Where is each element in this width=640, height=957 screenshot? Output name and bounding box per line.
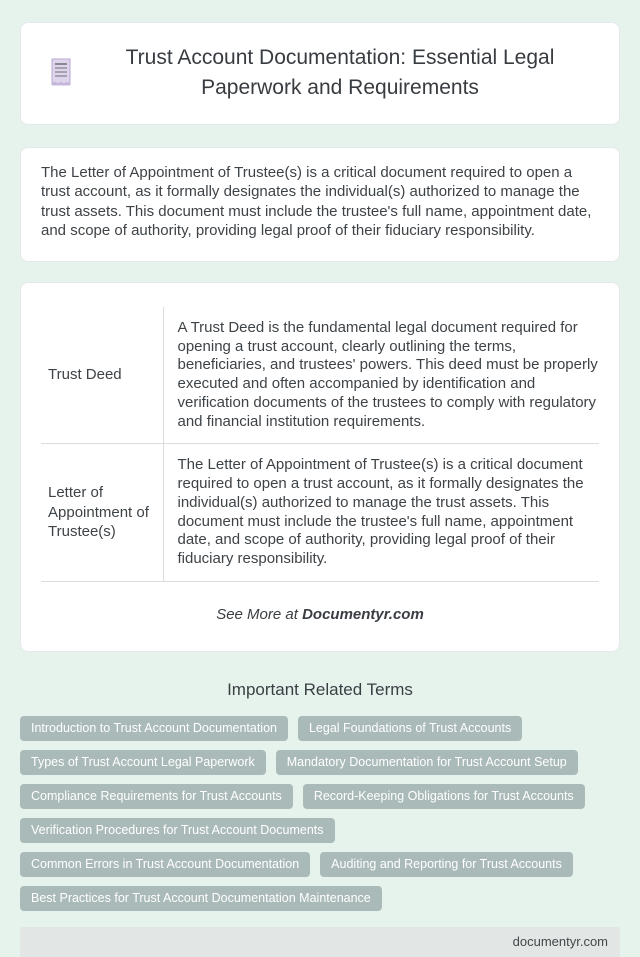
summary-card bbox=[20, 147, 620, 262]
related-term-pill[interactable]: Record-Keeping Obligations for Trust Accounts bbox=[303, 784, 585, 809]
footer-site-link[interactable]: documentyr.com bbox=[512, 934, 608, 950]
related-term-pill[interactable]: Verification Procedures for Trust Account Documents bbox=[20, 818, 335, 843]
term-label: Letter of Appointment of Trustee(s) bbox=[41, 444, 163, 582]
definitions-table bbox=[41, 307, 599, 582]
receipt-document-icon bbox=[49, 58, 73, 88]
see-more-prefix: See More at bbox=[216, 605, 303, 623]
related-term-pill[interactable]: Types of Trust Account Legal Paperwork bbox=[20, 750, 266, 775]
related-terms-list bbox=[20, 716, 620, 911]
table-row bbox=[41, 444, 599, 582]
term-description: A Trust Deed is the fundamental legal document required for opening a trust account, clearly outlining the terms, beneficiaries, and trustees' powers. This deed must be properly executed and often accompanied by identification and verification documents of the trustees to comply with regulatory and financial institution requirements. bbox=[163, 307, 599, 444]
table-row bbox=[41, 307, 599, 444]
related-term-pill[interactable]: Common Errors in Trust Account Documentation bbox=[20, 852, 310, 877]
term-description: The Letter of Appointment of Trustee(s) is a critical document required to open a trust account, as it formally designates the individual(s) authorized to manage the trust assets. This document must include the trustee's full name, appointment date, and scope of authority, providing legal proof of their fiduciary responsibility. bbox=[163, 444, 599, 582]
related-term-pill[interactable]: Best Practices for Trust Account Documentation Maintenance bbox=[20, 886, 382, 911]
header-card bbox=[20, 22, 620, 125]
related-term-pill[interactable]: Compliance Requirements for Trust Accounts bbox=[20, 784, 293, 809]
summary-text: The Letter of Appointment of Trustee(s) is a critical document required to open a trust account, as it formally designates the individual(s) authorized to manage the trust assets. This document must include the trustee's full name, appointment date, and scope of authority, providing legal proof of their fiduciary responsibility. bbox=[41, 163, 592, 240]
footer-bar bbox=[20, 927, 620, 957]
related-term-pill[interactable]: Auditing and Reporting for Trust Accounts bbox=[320, 852, 573, 877]
related-term-pill[interactable]: Mandatory Documentation for Trust Account Setup bbox=[276, 750, 578, 775]
page-title: Trust Account Documentation: Essential Legal Paperwork and Requirements bbox=[125, 46, 555, 100]
related-term-pill[interactable]: Introduction to Trust Account Documentation bbox=[20, 716, 288, 741]
related-term-pill[interactable]: Legal Foundations of Trust Accounts bbox=[298, 716, 522, 741]
term-label: Trust Deed bbox=[41, 307, 163, 444]
see-more-line bbox=[41, 606, 599, 623]
definitions-card bbox=[20, 282, 620, 652]
related-terms-heading: Important Related Terms bbox=[227, 679, 413, 699]
see-more-site-link[interactable]: Documentyr.com bbox=[302, 605, 424, 623]
